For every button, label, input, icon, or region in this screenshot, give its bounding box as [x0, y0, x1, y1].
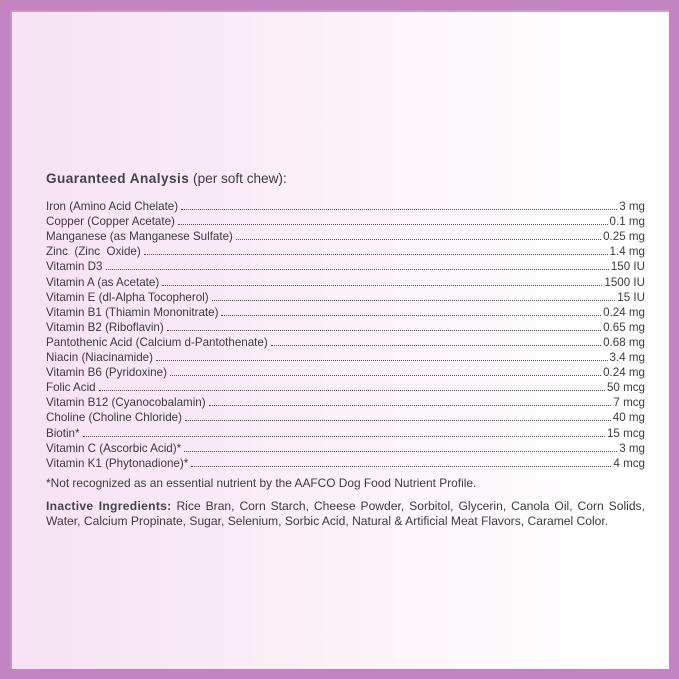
table-row: [46, 455, 645, 470]
nutrient-label: Vitamin B12 (Cyanocobalamin): [46, 396, 206, 410]
table-row: [46, 243, 645, 258]
nutrient-label: Niacin (Niacinamide): [46, 351, 153, 365]
dot-leader: [156, 360, 608, 361]
nutrient-label: Biotin*: [46, 426, 80, 440]
dot-leader: [167, 330, 601, 331]
dot-leader: [170, 375, 601, 376]
guaranteed-analysis-title: Guaranteed Analysis: [46, 171, 190, 186]
dot-leader: [191, 466, 611, 467]
nutrient-value: 40 mg: [612, 411, 645, 425]
table-row: [46, 394, 645, 409]
inactive-ingredients-label: Inactive Ingredients:: [46, 498, 172, 513]
table-row: [46, 273, 645, 288]
nutrient-value: 0.65 mg: [603, 320, 645, 334]
table-row: [46, 364, 645, 379]
nutrient-value: 0.25 mg: [603, 230, 645, 244]
dot-leader: [184, 451, 617, 452]
aafco-footnote: *Not recognized as an essential nutrient by the AAFCO Dog Food Nutrient Profile.: [46, 475, 477, 490]
table-row: [46, 424, 645, 439]
nutrient-label: Vitamin B6 (Pyridoxine): [46, 366, 167, 380]
inactive-ingredients-text1: Rice Bran, Corn Starch, Cheese Powder, Sorbitol, Glycerin, Canola Oil, Corn Solids,: [176, 498, 645, 513]
table-row: [46, 213, 645, 228]
nutrient-value: 3.4 mg: [609, 351, 645, 365]
nutrient-label: Pantothenic Acid (Calcium d-Pantothenate): [46, 335, 268, 349]
table-row: [46, 258, 645, 273]
nutrient-label: Vitamin E (dl-Alpha Tocopherol): [46, 290, 209, 304]
nutrient-label: Vitamin A (as Acetate): [46, 275, 160, 289]
dot-leader: [236, 239, 601, 240]
table-row: [46, 409, 645, 424]
table-row: [46, 289, 645, 304]
inactive-ingredients-line2: Water, Calcium Propinate, Sugar, Selenium, Sorbic Acid, Natural & Artificial Meat Flavors, Caramel Color.: [46, 513, 609, 528]
dot-leader: [271, 345, 601, 346]
table-row: [46, 304, 645, 319]
inactive-ingredients: [46, 499, 645, 529]
table-row: [46, 440, 645, 455]
table-row: [46, 198, 645, 213]
nutrient-value: 7 mcg: [613, 396, 645, 410]
nutrient-value: 0.68 mg: [603, 335, 645, 349]
nutrient-label: Vitamin B2 (Riboflavin): [46, 320, 164, 334]
nutrient-value: 50 mcg: [606, 381, 645, 395]
dot-leader: [221, 315, 601, 316]
nutrient-label: Folic Acid: [46, 381, 96, 395]
nutrient-value: 15 mcg: [606, 426, 645, 440]
nutrient-label: Copper (Copper Acetate): [46, 215, 175, 229]
dot-leader: [99, 390, 605, 391]
nutrient-value: 15 IU: [617, 290, 645, 304]
nutrient-value: 0.1 mg: [609, 215, 645, 229]
nutrient-label: Iron (Amino Acid Chelate): [46, 200, 179, 214]
nutrient-label: Manganese (as Manganese Sulfate): [46, 230, 233, 244]
dot-leader: [185, 420, 611, 421]
table-row: [46, 349, 645, 364]
nutrient-label: Vitamin D3: [46, 260, 103, 274]
dot-leader: [212, 300, 616, 301]
label-content: [46, 171, 645, 529]
inactive-ingredients-line1: [46, 499, 645, 514]
nutrient-value: 1500 IU: [604, 275, 645, 289]
nutrient-label: Vitamin K1 (Phytonadione)*: [46, 456, 189, 470]
dot-leader: [209, 405, 612, 406]
nutrient-value: 150 IU: [610, 260, 645, 274]
dot-leader: [162, 285, 602, 286]
nutrient-value: 3 mg: [619, 200, 645, 214]
nutrient-value: 1.4 mg: [609, 245, 645, 259]
nutrient-value: 3 mg: [619, 441, 645, 455]
nutrient-label: Vitamin B1 (Thiamin Mononitrate): [46, 305, 219, 319]
dot-leader: [83, 436, 605, 437]
table-row: [46, 228, 645, 243]
dot-leader: [181, 209, 617, 210]
dot-leader: [144, 254, 608, 255]
dot-leader: [106, 269, 609, 270]
nutrient-label: Choline (Choline Chloride): [46, 411, 182, 425]
nutrient-value: 0.24 mg: [603, 366, 645, 380]
nutrient-label: Zinc (Zinc Oxide): [46, 245, 141, 259]
nutrient-label: Vitamin C (Ascorbic Acid)*: [46, 441, 182, 455]
nutrient-table: [46, 198, 645, 470]
nutrient-value: 0.24 mg: [603, 305, 645, 319]
nutrient-value: 4 mcg: [613, 456, 645, 470]
table-row: [46, 379, 645, 394]
table-row: [46, 319, 645, 334]
guaranteed-analysis-header: [46, 171, 645, 198]
guaranteed-analysis-suffix: (per soft chew):: [189, 171, 287, 186]
table-row: [46, 334, 645, 349]
dot-leader: [178, 224, 608, 225]
